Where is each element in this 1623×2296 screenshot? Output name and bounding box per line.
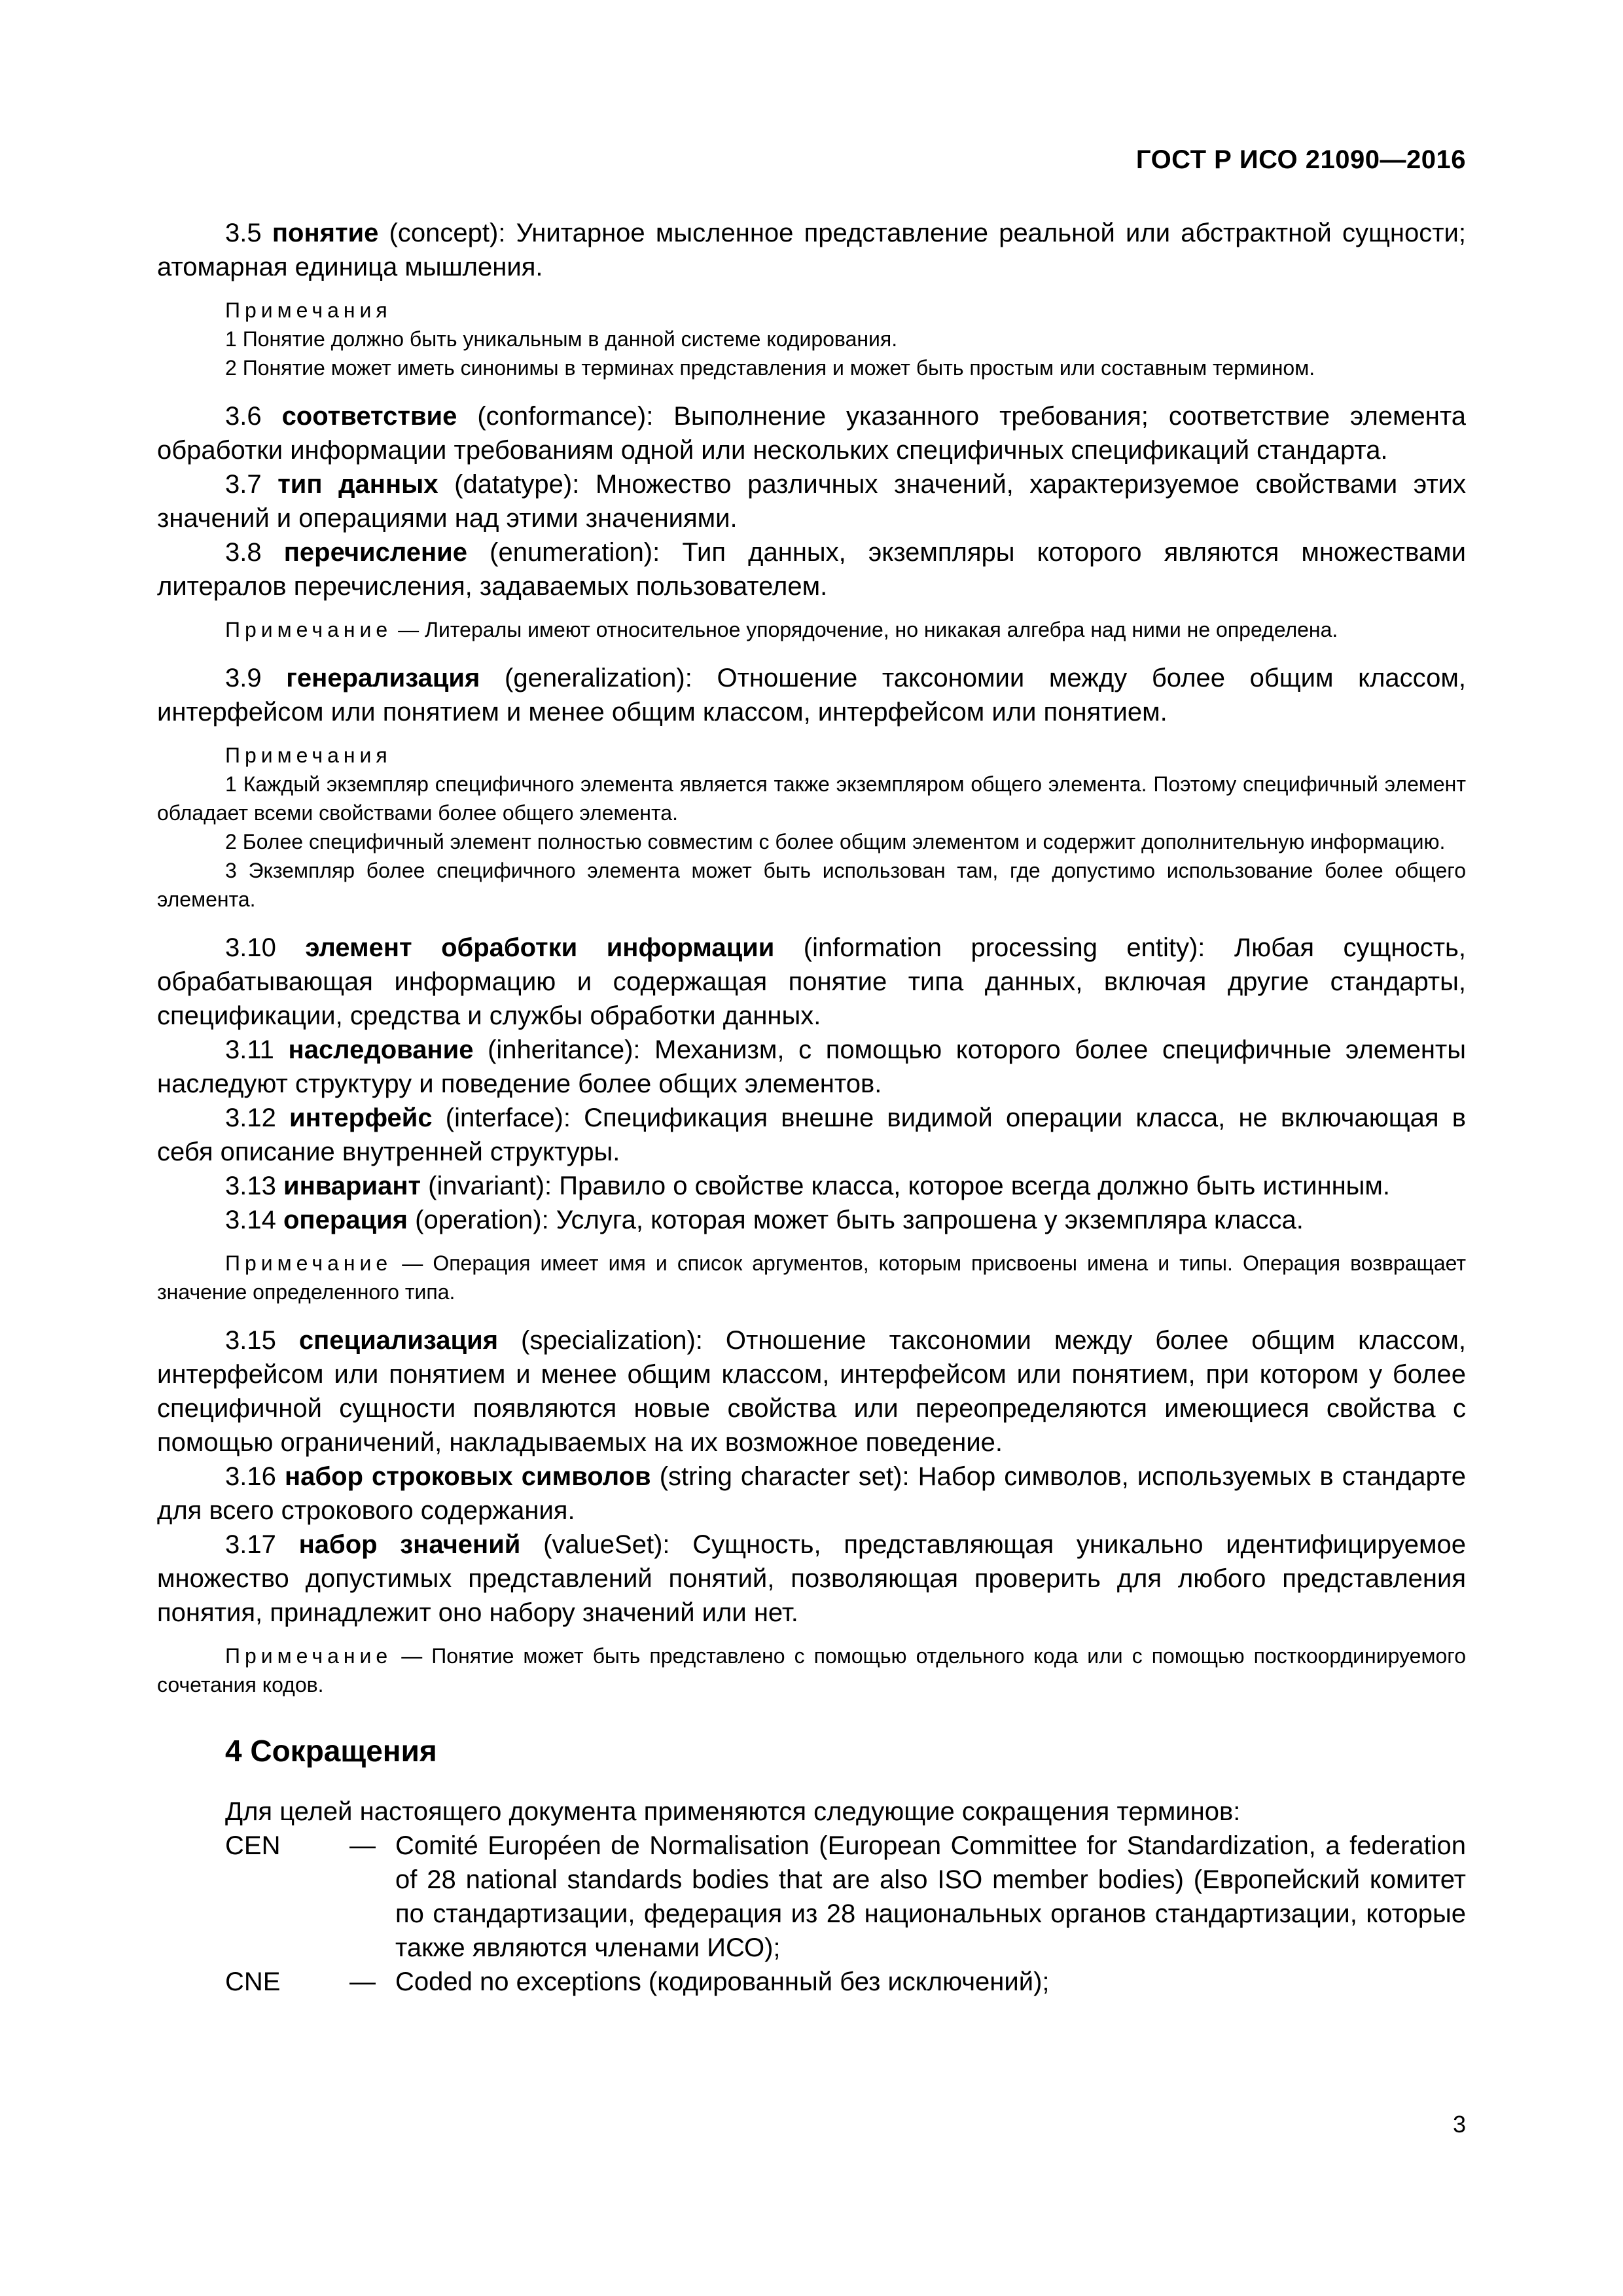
- term-text: (concept): Унитарное мысленное представление реальной или абстрактной сущности; атомарная единица мышления.: [157, 219, 1466, 281]
- term-name: тип данных: [277, 470, 438, 499]
- note-item: 2 Понятие может иметь синонимы в терминах представления и может быть простым или составным термином.: [225, 356, 1315, 380]
- term-text: (interface): Спецификация внешне видимой операции класса, не включающая в себя описание внутренней структуры.: [157, 1103, 1466, 1166]
- term-name: наследование: [288, 1035, 474, 1064]
- term-number: 3.11: [225, 1035, 274, 1064]
- note-block: [157, 1249, 1466, 1306]
- section-heading: 4 Сокращения: [225, 1734, 437, 1768]
- page-number: 3: [1452, 2111, 1466, 2138]
- note-item: 3 Экземпляр более специфичного элемента может быть использован там, где допустимо использование более общего элемента.: [157, 859, 1466, 911]
- note-label: Примечание: [225, 1644, 393, 1668]
- term-definition: [157, 1033, 1466, 1101]
- document-body: [157, 216, 1466, 1999]
- term-name: генерализация: [286, 664, 480, 692]
- note-block: [157, 615, 1466, 644]
- term-number: 3.13: [225, 1172, 276, 1200]
- term-name: соответствие: [281, 402, 457, 431]
- term-name: понятие: [272, 219, 379, 247]
- term-text: (string character set): Набор символов, используемых в стандарте для всего строкового содержания.: [157, 1462, 1467, 1525]
- term-text: (specialization): Отношение таксономии между более общим классом, интерфейсом или понятием и менее общим классом, интерфейсом или понятием, при котором у более специфичной сущности появляются новые свойства или переопределяются имеющиеся свойства с помощью ограничений, накладываемых на их возможное поведение.: [157, 1326, 1466, 1457]
- term-number: 3.10: [225, 933, 276, 962]
- term-text: (conformance): Выполнение указанного требования; соответствие элемента обработки информации требованиям одной или нескольких специфичных спецификаций стандарта.: [157, 402, 1466, 465]
- term-definition: [157, 931, 1466, 1033]
- term-definition: [157, 1169, 1466, 1203]
- abbreviation-text: Comité Européen de Normalisation (European Committee for Standardization, a federation of 28 national standards bodies that are also ISO member bodies) (Европейский комитет по стандартизации, федерация из 28 национальных органов стандартизации, которые также являются членами ИСО);: [395, 1831, 1466, 1962]
- term-definition: [157, 399, 1466, 467]
- term-name: элемент обработки информации: [305, 933, 775, 962]
- term-definition: [157, 1203, 1466, 1237]
- notes-heading: Примечания: [225, 298, 392, 322]
- term-definition: [157, 535, 1466, 603]
- term-name: операция: [283, 1206, 408, 1234]
- note-text: — Понятие может быть представлено с помощью отдельного кода или с помощью посткоординируемого сочетания кодов.: [157, 1644, 1466, 1696]
- note-text: — Операция имеет имя и список аргументов, которым присвоены имена и типы. Операция возвращает значение определенного типа.: [157, 1251, 1466, 1304]
- term-number: 3.7: [225, 470, 262, 499]
- term-definition: [157, 1323, 1466, 1460]
- note-text: — Литералы имеют относительное упорядочение, но никакая алгебра над ними не определена.: [392, 618, 1338, 641]
- note-paragraph: [157, 1641, 1466, 1699]
- term-number: 3.14: [225, 1206, 276, 1234]
- note-item: 2 Более специфичный элемент полностью совместим с более общим элементом и содержит дополнительную информацию.: [225, 830, 1446, 853]
- abbreviation-row: [157, 1965, 1466, 1999]
- abbreviation-key: CNE: [225, 1967, 281, 1996]
- term-number: 3.5: [225, 219, 262, 247]
- term-name: специализация: [298, 1326, 499, 1355]
- notes-block: [157, 741, 1466, 914]
- note-item: 1 Каждый экземпляр специфичного элемента является также экземпляром общего элемента. Поэтому специфичный элемент обладает всеми свойствами более общего элемента.: [157, 772, 1466, 825]
- term-text: (enumeration): Тип данных, экземпляры которого являются множествами литералов перечисления, задаваемых пользователем.: [157, 538, 1467, 601]
- note-paragraph: [157, 615, 1466, 644]
- term-name: инвариант: [283, 1172, 421, 1200]
- term-text: (generalization): Отношение таксономии между более общим классом, интерфейсом или понятием и менее общим классом, интерфейсом или понятием.: [157, 664, 1466, 726]
- term-name: набор строковых символов: [284, 1462, 651, 1491]
- term-text: (valueSet): Сущность, представляющая уникально идентифицируемое множество допустимых представлений понятий, позволяющая проверить для любого представления понятия, принадлежит оно набору значений или нет.: [157, 1530, 1466, 1627]
- term-text: (operation): Услуга, которая может быть запрошена у экземпляра класса.: [408, 1206, 1304, 1234]
- note-paragraph: [157, 1249, 1466, 1306]
- abbreviation-text: Coded no exceptions (кодированный без исключений);: [395, 1967, 1050, 1996]
- term-text: (invariant): Правило о свойстве класса, которое всегда должно быть истинным.: [421, 1172, 1391, 1200]
- term-name: перечисление: [283, 538, 468, 567]
- term-definition: [157, 467, 1466, 535]
- term-definition: [157, 1460, 1466, 1528]
- note-block: [157, 1641, 1466, 1699]
- term-name: интерфейс: [289, 1103, 433, 1132]
- notes-block: [157, 296, 1466, 382]
- note-label: Примечание: [225, 1251, 393, 1275]
- note-item: 1 Понятие должно быть уникальным в данной системе кодирования.: [225, 327, 898, 351]
- term-number: 3.16: [225, 1462, 276, 1491]
- document-code-header: ГОСТ Р ИСО 21090—2016: [1135, 145, 1466, 174]
- term-number: 3.17: [225, 1530, 276, 1559]
- term-definition: [157, 661, 1466, 729]
- term-number: 3.6: [225, 402, 262, 431]
- term-definition: [157, 1528, 1466, 1630]
- notes-heading: Примечания: [225, 744, 392, 767]
- term-definition: [157, 216, 1466, 284]
- section-intro: Для целей настоящего документа применяются следующие сокращения терминов:: [225, 1797, 1241, 1826]
- abbreviation-dash: —: [349, 1831, 376, 1860]
- term-number: 3.9: [225, 664, 262, 692]
- term-number: 3.12: [225, 1103, 276, 1132]
- term-text: (datatype): Множество различных значений, характеризуемое свойствами этих значений и операциями над этими значениями.: [157, 470, 1466, 533]
- note-label: Примечание: [225, 618, 393, 641]
- term-text: (information processing entity): Любая сущность, обрабатывающая информацию и содержащая понятие типа данных, включая другие стандарты, спецификации, средства и службы обработки данных.: [157, 933, 1466, 1030]
- term-definition: [157, 1101, 1466, 1169]
- abbreviation-row: [157, 1829, 1466, 1965]
- term-number: 3.15: [225, 1326, 276, 1355]
- abbreviation-dash: —: [349, 1967, 376, 1996]
- abbreviation-key: CEN: [225, 1831, 281, 1860]
- term-number: 3.8: [225, 538, 262, 567]
- term-name: набор значений: [298, 1530, 521, 1559]
- term-text: (inheritance): Механизм, с помощью которого более специфичные элементы наследуют структуру и поведение более общих элементов.: [157, 1035, 1466, 1098]
